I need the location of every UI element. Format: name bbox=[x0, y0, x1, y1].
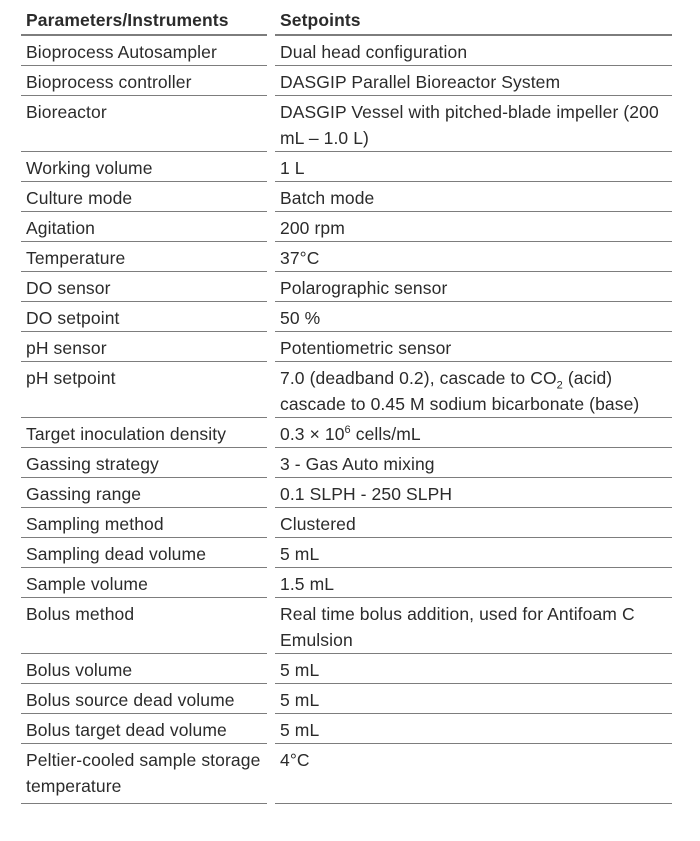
row-setpoint: 3 - Gas Auto mixing bbox=[271, 448, 672, 478]
row-parameter: Bolus method bbox=[21, 598, 271, 654]
row-parameter: pH sensor bbox=[21, 332, 271, 362]
row-parameter: Gassing strategy bbox=[21, 448, 271, 478]
table-row bbox=[21, 182, 672, 212]
table-row bbox=[21, 684, 672, 714]
row-setpoint: Batch mode bbox=[271, 182, 672, 212]
row-parameter: Sampling method bbox=[21, 508, 271, 538]
co2-subscript: 2 bbox=[556, 379, 563, 392]
table-row bbox=[21, 568, 672, 598]
table-row bbox=[21, 654, 672, 684]
row-parameter: Target inoculation density bbox=[21, 418, 271, 448]
table-row bbox=[21, 242, 672, 272]
row-setpoint: 200 rpm bbox=[271, 212, 672, 242]
row-parameter: Bioreactor bbox=[21, 96, 271, 152]
row-setpoint: Real time bolus addition, used for Antifoam C Emulsion bbox=[271, 598, 672, 654]
table-row bbox=[21, 478, 672, 508]
ph-setpoint-text-after: (acid) cascade to 0.45 M sodium bicarbonate (base) bbox=[280, 368, 640, 414]
row-setpoint: 0.1 SLPH - 250 SLPH bbox=[271, 478, 672, 508]
row-setpoint: 5 mL bbox=[271, 654, 672, 684]
row-setpoint: 5 mL bbox=[271, 538, 672, 568]
density-text-before: 0.3 × 10 bbox=[280, 424, 345, 444]
row-setpoint bbox=[271, 362, 672, 418]
table-row bbox=[21, 66, 672, 96]
table-row bbox=[21, 212, 672, 242]
table-row bbox=[21, 272, 672, 302]
row-parameter: Peltier-cooled sample storage temperature bbox=[21, 744, 271, 804]
row-setpoint: 37°C bbox=[271, 242, 672, 272]
table-row bbox=[21, 598, 672, 654]
row-parameter: pH setpoint bbox=[21, 362, 271, 418]
header-setpoints: Setpoints bbox=[271, 6, 672, 35]
table-row bbox=[21, 302, 672, 332]
row-parameter: DO sensor bbox=[21, 272, 271, 302]
row-setpoint: Dual head configuration bbox=[271, 35, 672, 66]
row-parameter: Sampling dead volume bbox=[21, 538, 271, 568]
row-parameter: Temperature bbox=[21, 242, 271, 272]
row-setpoint: Potentiometric sensor bbox=[271, 332, 672, 362]
table-row bbox=[21, 152, 672, 182]
row-setpoint: DASGIP Parallel Bioreactor System bbox=[271, 66, 672, 96]
parameters-table bbox=[21, 6, 672, 804]
row-parameter: Bolus source dead volume bbox=[21, 684, 271, 714]
row-setpoint: 5 mL bbox=[271, 714, 672, 744]
row-parameter: Working volume bbox=[21, 152, 271, 182]
row-setpoint bbox=[271, 418, 672, 448]
table-row bbox=[21, 35, 672, 66]
row-setpoint: 1 L bbox=[271, 152, 672, 182]
row-setpoint: Polarographic sensor bbox=[271, 272, 672, 302]
table-row bbox=[21, 448, 672, 478]
row-parameter: Gassing range bbox=[21, 478, 271, 508]
row-parameter: Sample volume bbox=[21, 568, 271, 598]
row-parameter: Bioprocess Autosampler bbox=[21, 35, 271, 66]
table-row bbox=[21, 332, 672, 362]
table-row bbox=[21, 508, 672, 538]
table-row bbox=[21, 96, 672, 152]
row-setpoint: DASGIP Vessel with pitched-blade impeller (200 mL – 1.0 L) bbox=[271, 96, 672, 152]
row-parameter: Culture mode bbox=[21, 182, 271, 212]
table-row bbox=[21, 538, 672, 568]
table-row bbox=[21, 714, 672, 744]
table-header-row bbox=[21, 6, 672, 35]
row-setpoint: 5 mL bbox=[271, 684, 672, 714]
row-parameter: Bolus target dead volume bbox=[21, 714, 271, 744]
table-row bbox=[21, 362, 672, 418]
row-parameter: Bioprocess controller bbox=[21, 66, 271, 96]
row-setpoint: 50 % bbox=[271, 302, 672, 332]
density-exponent: 6 bbox=[344, 424, 351, 437]
row-setpoint: 1.5 mL bbox=[271, 568, 672, 598]
table-row bbox=[21, 744, 672, 804]
row-parameter: Bolus volume bbox=[21, 654, 271, 684]
row-setpoint: 4°C bbox=[271, 744, 672, 804]
ph-setpoint-text-before: 7.0 (deadband 0.2), cascade to CO bbox=[280, 368, 557, 388]
table-row bbox=[21, 418, 672, 448]
header-parameters: Parameters/Instruments bbox=[21, 6, 271, 35]
row-parameter: Agitation bbox=[21, 212, 271, 242]
row-parameter: DO setpoint bbox=[21, 302, 271, 332]
density-text-after: cells/mL bbox=[350, 424, 421, 444]
row-setpoint: Clustered bbox=[271, 508, 672, 538]
